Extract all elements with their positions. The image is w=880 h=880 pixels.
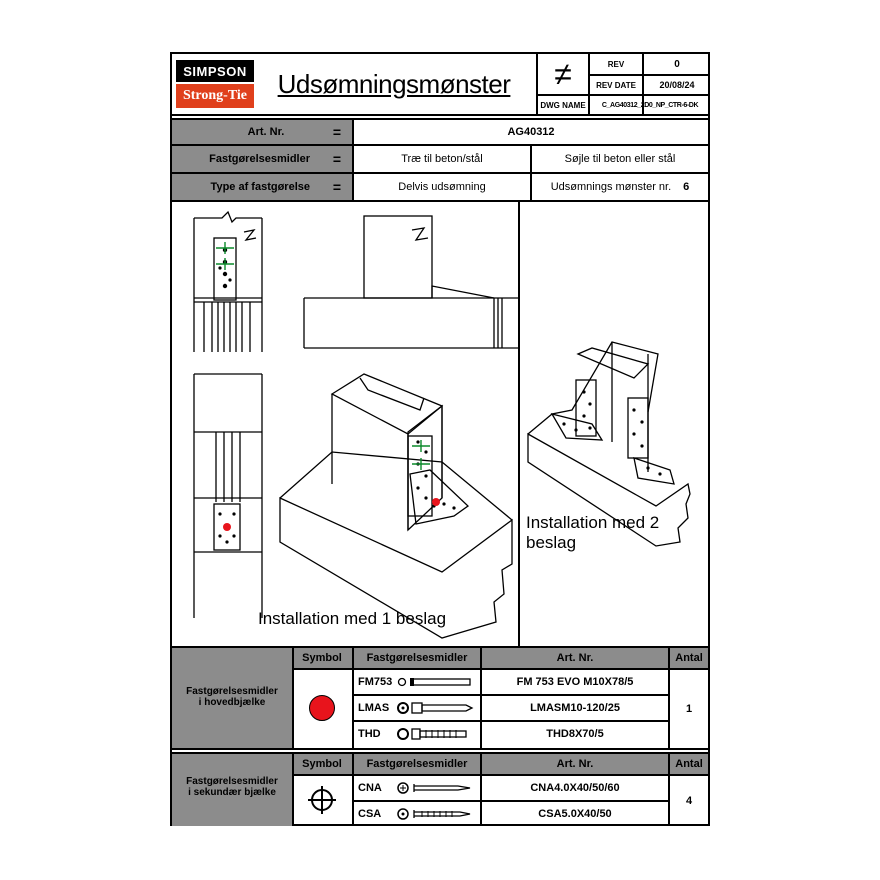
page-title: Udsømningsmønster: [277, 68, 511, 99]
type-value-1: Delvis udsømning: [398, 181, 486, 193]
logo-top: SIMPSON: [176, 60, 254, 82]
table1-code-2: THD: [358, 728, 381, 740]
table1-group-label-line2: i hovedbjælke: [198, 697, 266, 708]
caption-two-brackets: Installation med 2 beslag: [526, 513, 660, 552]
table1-art-1: LMASM10-120/25: [530, 702, 620, 714]
type-value-2: [532, 174, 708, 200]
fast-eq: =: [322, 146, 352, 172]
art-value: AG40312: [507, 126, 555, 138]
art-eq: =: [322, 120, 352, 144]
caption-one-bracket: Installation med 1 beslag: [257, 609, 447, 628]
table2-col-art: Art. Nr.: [482, 754, 668, 774]
side-elevation-top: [194, 212, 262, 352]
table2-group-label: [172, 772, 292, 802]
table2-art-1: CSA5.0X40/50: [538, 808, 612, 820]
table1-col-fast: Fastgørelsesmidler: [354, 648, 480, 668]
type-label: Type af fastgørelse: [210, 181, 310, 193]
table2-row-0: [358, 776, 478, 800]
fast-value-1: Træ til beton/stål: [401, 153, 483, 165]
table1-row-0: [358, 670, 478, 694]
dwg-name-label: DWG NAME: [540, 100, 586, 110]
type-eq: =: [322, 174, 352, 200]
plan-view: [194, 374, 262, 618]
table2-col-symbol: Symbol: [292, 754, 352, 774]
screw-anchor-icon: [396, 700, 474, 716]
table2-code-0: CNA: [358, 782, 382, 794]
table1-group-label-line1: Fastgørelsesmidler: [186, 686, 278, 697]
logo-bottom: Strong-Tie: [176, 84, 254, 108]
rev-date-value: 20/08/24: [659, 80, 695, 90]
table2-col-fast: Fastgørelsesmidler: [354, 754, 480, 774]
table2-group-label-line1: Fastgørelsesmidler: [186, 776, 278, 787]
rev-label: REV: [607, 59, 625, 69]
table1-col-symbol: Symbol: [292, 648, 352, 668]
drawing-sheet: [170, 52, 710, 826]
table2-code-1: CSA: [358, 808, 382, 820]
table2-art-0: CNA4.0X40/50/60: [530, 782, 620, 794]
table2-col-antal: Antal: [670, 754, 708, 774]
table1-group-label: [172, 682, 292, 712]
ring-nail-icon: [396, 780, 474, 796]
rev-date-label: REV DATE: [596, 80, 636, 90]
table1-col-art: Art. Nr.: [482, 648, 668, 668]
isometric-one-bracket: [280, 374, 512, 638]
table2-row-1: [358, 802, 478, 826]
table1-col-antal: Antal: [670, 648, 708, 668]
table1-art-2: THD8X70/5: [546, 728, 604, 740]
table2-antal: 4: [685, 795, 693, 807]
table2-symbol-crosshair-icon: [306, 784, 338, 816]
table1-row-2: [358, 722, 478, 746]
fast-label: Fastgørelsesmidler: [209, 153, 310, 165]
fast-value-2: Søjle til beton eller stål: [564, 153, 676, 165]
technical-drawing: [172, 202, 708, 646]
rev-value: 0: [674, 58, 680, 70]
dwg-name-value: C_AG40312_2D0_NP_CTR-6-DK: [601, 101, 699, 109]
not-equal-icon: ≠: [554, 55, 572, 92]
table1-row-1: [358, 696, 478, 720]
logo: [176, 60, 254, 108]
nail-markers: [216, 242, 440, 531]
front-elevation: [304, 216, 520, 348]
concrete-screw-icon: [396, 726, 474, 742]
anchor-bolt-icon: [396, 675, 474, 689]
table1-code-1: LMAS: [358, 702, 390, 714]
table1-code-0: FM753: [358, 676, 393, 688]
table1-antal: 1: [685, 703, 693, 715]
connector-screw-icon: [396, 806, 474, 822]
pattern-label: Udsømnings mønster nr.: [550, 181, 672, 193]
pattern-number: 6: [683, 181, 690, 193]
art-label: Art. Nr.: [247, 126, 285, 138]
table1-symbol-red-dot: [309, 695, 335, 721]
table2-group-label-line2: i sekundær bjælke: [188, 787, 276, 798]
table1-art-0: FM 753 EVO M10X78/5: [516, 676, 634, 688]
